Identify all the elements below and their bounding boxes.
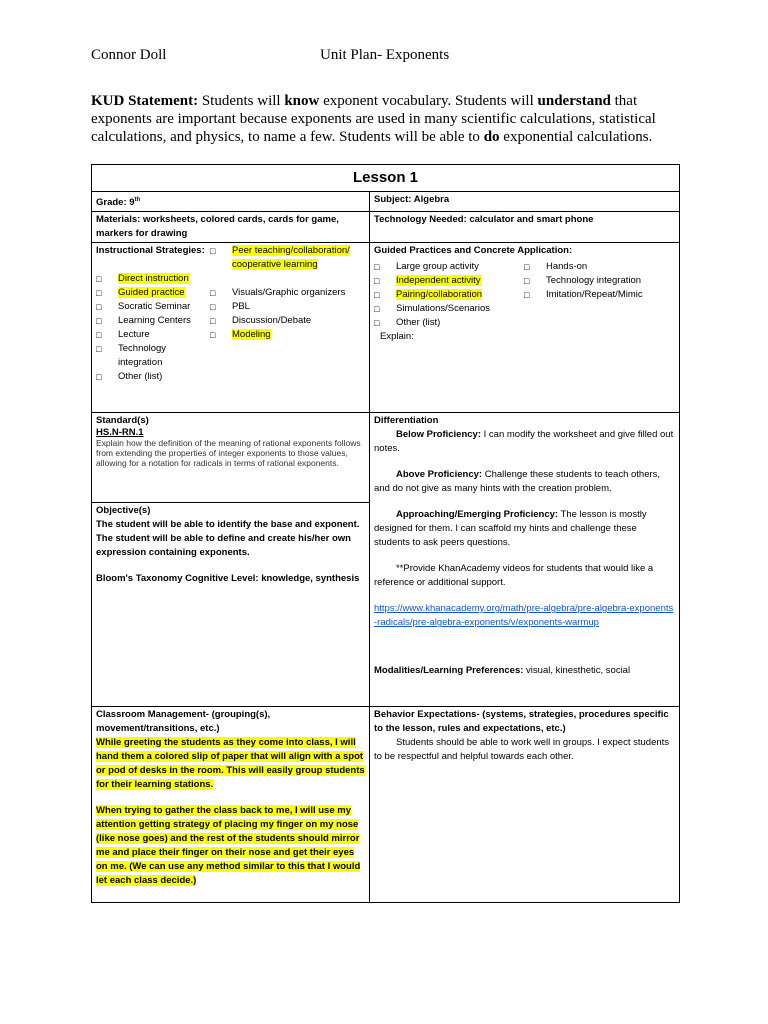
checkbox-icon: □ <box>374 290 380 301</box>
lesson-title: Lesson 1 <box>92 165 680 192</box>
strategy-label: Modeling <box>232 329 271 341</box>
checkbox-icon: □ <box>524 276 530 287</box>
guided-large-group: Large group activity <box>396 261 479 273</box>
management-paragraph-2 <box>96 804 365 888</box>
kud-statement <box>91 92 681 146</box>
checkbox-icon: □ <box>96 302 102 313</box>
approaching-proficiency <box>374 508 675 550</box>
differentiation-cell <box>370 413 680 707</box>
technology-cell: Technology Needed: calculator and smart phone <box>370 212 680 243</box>
checkbox-icon: □ <box>374 276 380 287</box>
above-text: Challenge these students to teach others, and do not give as many hints with the creation problem. <box>374 469 661 495</box>
guided-independent <box>396 274 524 288</box>
document-title: Unit Plan- Exponents <box>320 47 450 63</box>
strategy-discussion: Discussion/Debate <box>232 315 312 327</box>
subject-cell: Subject: Algebra <box>370 192 680 212</box>
kud-label: KUD Statement: <box>91 93 199 109</box>
checkbox-icon: □ <box>96 274 102 285</box>
kud-text-4: exponential calculations. <box>499 129 653 145</box>
standards-heading: Standard(s) <box>96 415 149 427</box>
objectives-heading: Objective(s) <box>96 505 151 517</box>
standard-text: Explain how the definition of the meaning of rational exponents follows from extending the properties of integer exponents to those values, allowing for a notation for radicals in terms of rational exponents. <box>96 438 361 469</box>
khan-academy-link[interactable]: https://www.khanacademy.org/math/pre-algebra/pre-algebra-exponents-radicals/pre-algebra-exponents/v/exponents-warmup <box>374 603 674 629</box>
guided-practices-cell <box>370 243 680 413</box>
kud-know: know <box>284 93 320 109</box>
standards-cell <box>92 413 370 503</box>
strategy-modeling <box>232 328 370 342</box>
checkbox-icon: □ <box>210 316 216 327</box>
guided-technology: Technology integration <box>546 275 642 287</box>
author-name: Connor Doll <box>91 47 167 63</box>
kud-text-1: Students will <box>198 93 285 109</box>
below-label: Below Proficiency: <box>396 429 481 441</box>
objective-2: The student will be able to define and create his/her own expression containing exponents. <box>96 533 351 559</box>
checkbox-icon: □ <box>210 246 216 257</box>
approaching-label: Approaching/Emerging Proficiency: <box>396 509 559 521</box>
below-text: I can modify the worksheet and give filled out notes. <box>374 429 674 455</box>
strategy-visuals: Visuals/Graphic organizers <box>232 287 346 299</box>
kud-text-3: that exponents are important because exponents are used in many scientific calculations, statistical calculations, and physics, to name a few. Students will be able to <box>91 93 656 145</box>
standard-code: HS.N-RN.1 <box>96 427 144 439</box>
checkbox-icon: □ <box>210 302 216 313</box>
strategy-socratic: Socratic Seminar <box>118 301 191 313</box>
management-text-2: When trying to gather the class back to me, I will use my attention getting strategy of placing my finger on my nose (like nose goes) and the rest of the students should mirror me and place their finger on their nose and get their eyes on me. (We can use any method similar to this that I would let each class decide.) <box>96 805 361 887</box>
strategy-direct <box>118 272 210 286</box>
above-label: Above Proficiency: <box>396 469 483 481</box>
guided-hands-on: Hands-on <box>546 261 588 273</box>
strategy-guided <box>118 286 210 300</box>
guided-simulations: Simulations/Scenarios <box>396 303 490 315</box>
grade-sup: th <box>134 197 141 203</box>
below-proficiency <box>374 428 675 456</box>
strategy-centers: Learning Centers <box>118 315 191 327</box>
modalities <box>374 664 675 678</box>
kud-understand: understand <box>537 93 611 109</box>
strategy-label: Guided practice <box>118 287 185 299</box>
grade-cell <box>92 192 370 212</box>
modalities-text: visual, kinesthetic, social <box>523 665 631 677</box>
checkbox-icon: □ <box>374 318 380 329</box>
checkbox-icon: □ <box>524 290 530 301</box>
strategy-pbl: PBL <box>232 301 250 313</box>
strategy-lecture: Lecture <box>118 329 150 341</box>
kud-text-2: exponent vocabulary. Students will <box>319 93 538 109</box>
checkbox-icon: □ <box>374 262 380 273</box>
guided-pairing <box>396 288 524 302</box>
checkbox-icon: □ <box>524 262 530 273</box>
grade-label: Grade: 9 <box>96 197 135 209</box>
instructional-strategies-cell <box>92 243 370 413</box>
guided-label: Pairing/collaboration <box>396 289 483 301</box>
approaching-text: The lesson is mostly designed for them. I can scaffold my hints and challenge these students to ask peers questions. <box>374 509 647 549</box>
behavior-text: Students should be able to work well in groups. I expect students to be respectful and helpful towards each other. <box>374 737 670 763</box>
checkbox-icon: □ <box>96 372 102 383</box>
strategy-peer <box>232 244 370 272</box>
strategies-heading: Instructional Strategies: <box>96 245 205 257</box>
strategy-label: Peer teaching/collaboration/ cooperative learning <box>232 245 350 271</box>
checkbox-icon: □ <box>210 288 216 299</box>
management-paragraph-1 <box>96 736 365 792</box>
checkbox-icon: □ <box>96 344 102 355</box>
checkbox-icon: □ <box>210 330 216 341</box>
objective-1: The student will be able to identify the base and exponent. <box>96 519 360 531</box>
above-proficiency <box>374 468 675 496</box>
objectives-cell <box>92 503 370 707</box>
checkbox-icon: □ <box>96 330 102 341</box>
guided-imitation: Imitation/Repeat/Mimic <box>546 289 643 301</box>
behavior-heading: Behavior Expectations- (systems, strategies, procedures specific to the lesson, rules and expectations, etc.) <box>374 709 669 735</box>
classroom-management-cell <box>92 707 370 903</box>
khan-note: **Provide KhanAcademy videos for students that would like a reference or additional support. <box>374 563 654 589</box>
guided-other: Other (list) <box>396 317 441 329</box>
strategy-technology: Technology integration <box>118 343 167 369</box>
management-text-1: While greeting the students as they come into class, I will hand them a colored slip of paper that will align with a spot or pod of desks in the room. This will easily group students for their learning stations. <box>96 737 365 791</box>
explain-label: Explain: <box>380 331 414 343</box>
materials-cell: Materials: worksheets, colored cards, cards for game, markers for drawing <box>92 212 370 243</box>
management-heading: Classroom Management- (grouping(s), movement/transitions, etc.) <box>96 709 271 735</box>
checkbox-icon: □ <box>96 316 102 327</box>
checkbox-icon: □ <box>374 304 380 315</box>
strategy-label: Direct instruction <box>118 273 189 285</box>
differentiation-heading: Differentiation <box>374 415 439 427</box>
strategy-other: Other (list) <box>118 371 163 383</box>
behavior-expectations-cell <box>370 707 680 903</box>
guided-heading: Guided Practices and Concrete Application: <box>374 245 573 257</box>
guided-label: Independent activity <box>396 275 481 287</box>
checkbox-icon: □ <box>96 288 102 299</box>
blooms-level: Bloom's Taxonomy Cognitive Level: knowledge, synthesis <box>96 573 360 585</box>
lesson-plan-table <box>91 164 680 903</box>
modalities-label: Modalities/Learning Preferences: <box>374 665 524 677</box>
kud-do: do <box>483 129 500 145</box>
